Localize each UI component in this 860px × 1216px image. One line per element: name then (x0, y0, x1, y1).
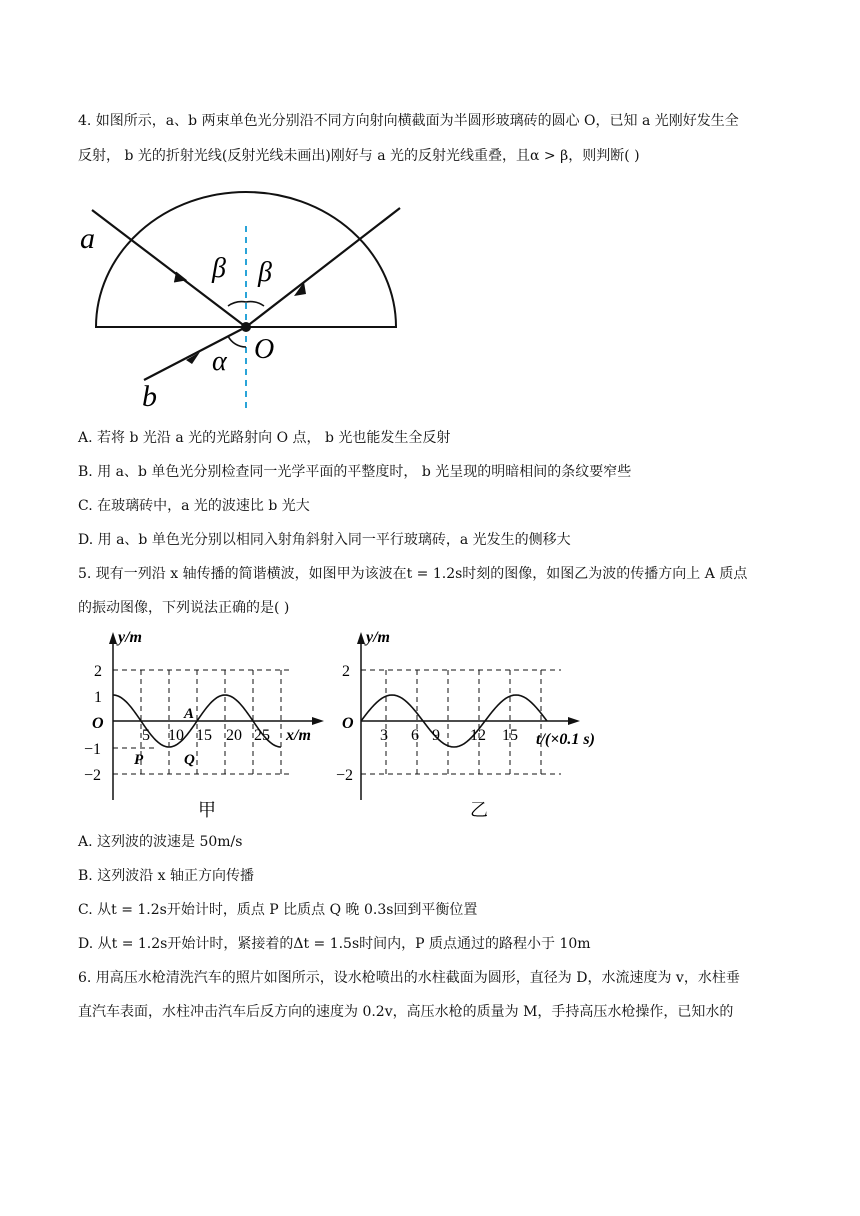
label-beta-right: β (258, 257, 272, 288)
q5-stem-line2: 的振动图像，下列说法正确的是( ) (78, 600, 290, 616)
yi-ytick-2: 2 (342, 663, 350, 680)
label-a: a (80, 222, 95, 255)
jia-xlabel: x/m (286, 727, 311, 744)
jia-caption: 甲 (198, 800, 216, 820)
q4-option-c: C. 在玻璃砖中，a 光的波速比 b 光大 (78, 498, 310, 514)
jia-ytick-neg2: −2 (84, 767, 102, 784)
label-beta-left: β (212, 253, 226, 284)
yi-ylabel: y/m (366, 629, 390, 646)
q4-option-b: B. 用 a、b 单色光分别检查同一光学平面的平整度时， b 光呈现的明暗相间的条纹要窄些 (78, 464, 632, 480)
yi-xtick-9: 9 (432, 727, 440, 744)
q5-graph-yi (336, 628, 626, 822)
yi-caption: 乙 (470, 800, 488, 820)
jia-origin: O (92, 715, 104, 732)
q4-option-a: A. 若将 b 光沿 a 光的光路射向 O 点， b 光也能发生全反射 (78, 430, 451, 446)
jia-xtick-25: 25 (254, 727, 270, 744)
point-P-label: P (134, 752, 144, 768)
yi-xlabel: t/(×0.1 s) (536, 731, 595, 748)
label-alpha: α (212, 346, 227, 377)
yi-xtick-6: 6 (411, 727, 419, 744)
beta-arc-left (228, 302, 246, 306)
yi-ytick-neg2: −2 (336, 767, 354, 784)
q5-option-d: D. 从t = 1.2s开始计时，紧接着的Δt = 1.5s时间内，P 质点通过的路程小于 10m (78, 936, 591, 952)
jia-xtick-10: 10 (168, 727, 184, 744)
q5-option-c: C. 从t = 1.2s开始计时，质点 P 比质点 Q 晚 0.3s回到平衡位置 (78, 902, 478, 918)
point-A-label: A (184, 706, 195, 722)
q6-stem-line1: 6. 用高压水枪清洗汽车的照片如图所示，设水枪喷出的水柱截面为圆形，直径为 D，水流速度为 v，水柱垂 (78, 970, 740, 986)
label-b: b (142, 380, 157, 413)
yi-xtick-12: 12 (470, 727, 486, 744)
q6-stem-line2: 直汽车表面，水柱冲击汽车后反方向的速度为 0.2v，高压水枪的质量为 M，手持高压水枪操作，已知水的 (78, 1004, 734, 1020)
q5-option-b: B. 这列波沿 x 轴正方向传播 (78, 868, 254, 884)
jia-ytick-2: 2 (94, 663, 102, 680)
jia-ytick-neg1: −1 (84, 741, 102, 758)
alpha-arc (228, 336, 246, 347)
yi-xtick-15: 15 (502, 727, 518, 744)
q5-graph-jia (80, 628, 330, 822)
ray-b-incident (144, 327, 246, 380)
jia-ytick-1: 1 (94, 689, 102, 706)
jia-xtick-5: 5 (142, 727, 150, 744)
q4-stem-line2: 反射， b 光的折射光线(反射光线未画出)刚好与 a 光的反射光线重叠，且α > β，则判断( ) (78, 148, 640, 164)
q5-option-a: A. 这列波的波速是 50m/s (78, 834, 243, 850)
q4-semicircle-figure (78, 190, 418, 415)
yi-origin: O (342, 715, 354, 732)
jia-ylabel: y/m (118, 629, 142, 646)
q4-option-d: D. 用 a、b 单色光分别以相同入射角斜射入同一平行玻璃砖，a 光发生的侧移大 (78, 532, 571, 548)
q4-stem-line1: 4. 如图所示，a、b 两束单色光分别沿不同方向射向横截面为半圆形玻璃砖的圆心 O，已知 a 光刚好发生全 (78, 113, 739, 129)
jia-xtick-15: 15 (196, 727, 212, 744)
label-O: O (254, 334, 275, 365)
point-Q-label: Q (184, 752, 195, 768)
center-point-O (241, 322, 251, 332)
jia-xtick-20: 20 (226, 727, 242, 744)
q5-stem-line1: 5. 现有一列沿 x 轴传播的简谐横波，如图甲为该波在t = 1.2s时刻的图像，如图乙为波的传播方向上 A 质点 (78, 566, 748, 582)
yi-xtick-3: 3 (380, 727, 388, 744)
beta-arc-right (246, 302, 264, 306)
